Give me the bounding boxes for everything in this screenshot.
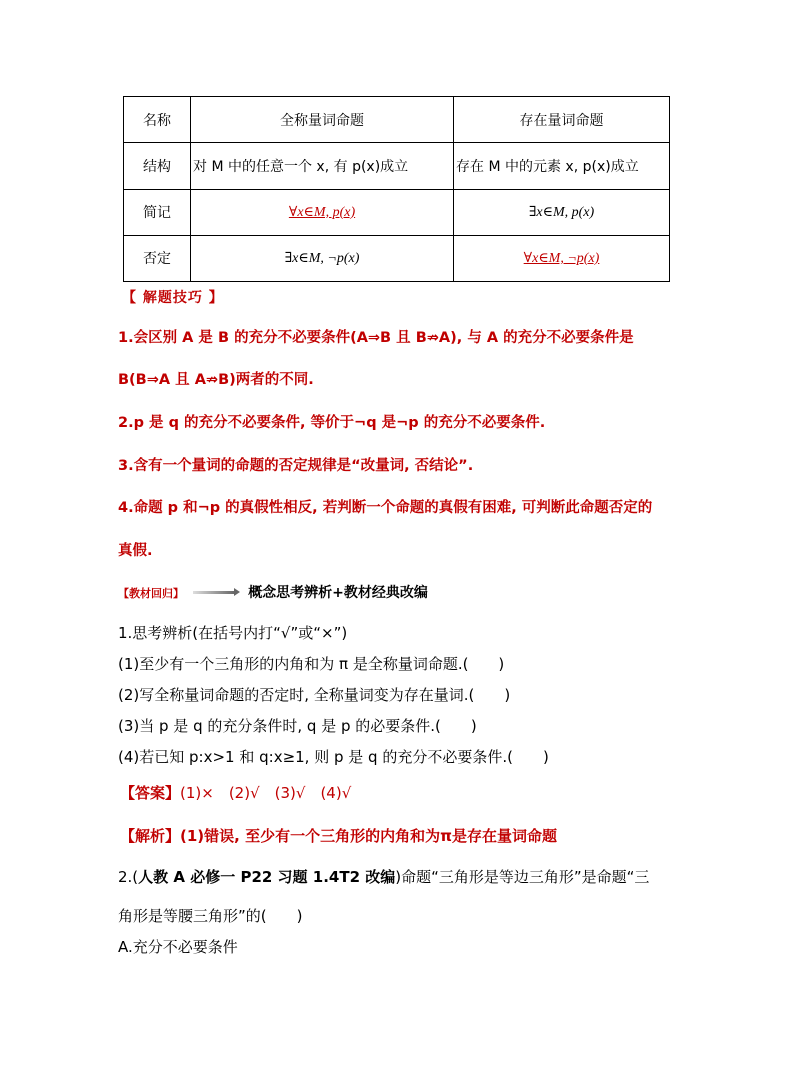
list-item: (3)当 p 是 q 的充分条件时, q 是 p 的必要条件.( ) bbox=[118, 717, 477, 735]
answer-label: 【答案】 bbox=[120, 784, 181, 802]
stem-prefix: 2.( bbox=[118, 868, 139, 886]
header-cell: 存在量词命题 bbox=[454, 97, 670, 143]
answer-text: (1)× (2)√ (3)√ (4)√ bbox=[180, 784, 352, 802]
stem-suffix: )命题“三角形是等边三角形”是命题“三 bbox=[395, 868, 650, 886]
table-cell: ∀x∈M, ¬p(x) bbox=[454, 235, 670, 281]
source-label: 人教 A 必修一 P22 习题 1.4T2 改编 bbox=[138, 868, 396, 886]
review-title: 概念思考辨析+教材经典改编 bbox=[248, 585, 428, 601]
question-stem bbox=[118, 866, 649, 887]
row-label: 否定 bbox=[124, 235, 191, 281]
analysis-line bbox=[120, 825, 557, 846]
review-banner bbox=[118, 582, 428, 602]
comparison-table bbox=[123, 96, 670, 282]
answer-line bbox=[120, 782, 351, 803]
tip-item: 真假. bbox=[118, 543, 153, 559]
arrow-icon bbox=[193, 591, 235, 594]
tip-item: B(B⇒A 且 A⇏B)两者的不同. bbox=[118, 372, 314, 388]
table-cell: ∀x∈M, p(x) bbox=[191, 189, 454, 235]
analysis-label: 【解析】 bbox=[120, 827, 181, 845]
row-label: 简记 bbox=[124, 189, 191, 235]
list-item: (2)写全称量词命题的否定时, 全称量词变为存在量词.( ) bbox=[118, 686, 511, 704]
row-label: 结构 bbox=[124, 143, 191, 189]
tips-heading: 【 解题技巧 】 bbox=[122, 290, 224, 306]
table-cell: ∃x∈M, p(x) bbox=[454, 189, 670, 235]
question-stem-cont: 角形是等腰三角形”的( ) bbox=[118, 907, 303, 925]
tip-item: 1.会区别 A 是 B 的充分不必要条件(A⇒B 且 B⇏A), 与 A 的充分不必要条件是 bbox=[118, 330, 634, 346]
list-item: (1)至少有一个三角形的内角和为 π 是全称量词命题.( ) bbox=[118, 655, 505, 673]
question-stem: 1.思考辨析(在括号内打“√”或“×”) bbox=[118, 624, 348, 642]
list-item: (4)若已知 p:x>1 和 q:x≥1, 则 p 是 q 的充分不必要条件.( ) bbox=[118, 748, 549, 766]
tip-item: 4.命题 p 和¬p 的真假性相反, 若判断一个命题的真假有困难, 可判断此命题否定的 bbox=[118, 500, 653, 516]
tip-item: 2.p 是 q 的充分不必要条件, 等价于¬q 是¬p 的充分不必要条件. bbox=[118, 415, 546, 431]
table-cell: 存在 M 中的元素 x, p(x)成立 bbox=[454, 143, 670, 189]
option-a: A.充分不必要条件 bbox=[118, 938, 238, 956]
analysis-text: (1)错误, 至少有一个三角形的内角和为π是存在量词命题 bbox=[180, 827, 557, 845]
header-cell: 全称量词命题 bbox=[191, 97, 454, 143]
tip-item: 3.含有一个量词的命题的否定规律是“改量词, 否结论”. bbox=[118, 458, 474, 474]
review-tag: 【教材回归】 bbox=[118, 587, 184, 600]
header-cell: 名称 bbox=[124, 97, 191, 143]
table-cell: ∃x∈M, ¬p(x) bbox=[191, 235, 454, 281]
table-cell: 对 M 中的任意一个 x, 有 p(x)成立 bbox=[191, 143, 454, 189]
